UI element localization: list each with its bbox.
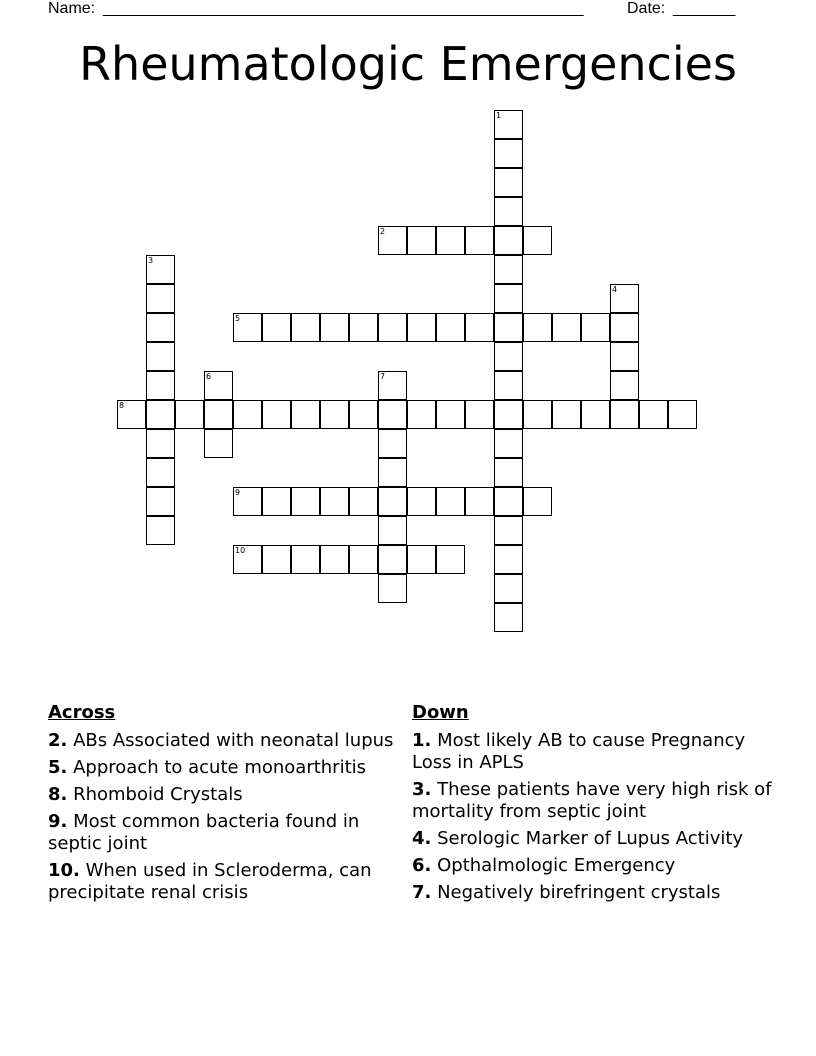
crossword-cell[interactable] bbox=[320, 313, 349, 342]
clue-item bbox=[412, 779, 772, 823]
clue-number: 9. bbox=[48, 811, 68, 832]
crossword-cell[interactable] bbox=[291, 313, 320, 342]
clue-text: Rhomboid Crystals bbox=[67, 784, 243, 805]
crossword-cell[interactable] bbox=[494, 574, 523, 603]
crossword-cell[interactable] bbox=[233, 545, 262, 574]
across-heading: Across bbox=[48, 702, 116, 723]
clue-text: Most likely AB to cause Pregnancy Loss in APLS bbox=[412, 730, 746, 773]
crossword-cell[interactable] bbox=[378, 400, 407, 429]
crossword-cell[interactable] bbox=[494, 284, 523, 313]
crossword-cell[interactable] bbox=[436, 400, 465, 429]
crossword-cell[interactable] bbox=[291, 545, 320, 574]
crossword-cell[interactable] bbox=[494, 313, 523, 342]
crossword-cell[interactable] bbox=[146, 255, 175, 284]
crossword-cell[interactable] bbox=[262, 487, 291, 516]
clue-text: These patients have very high risk of mortality from septic joint bbox=[412, 779, 772, 822]
crossword-cell[interactable] bbox=[146, 516, 175, 545]
clue-number: 8. bbox=[48, 784, 68, 805]
cell-number: 5 bbox=[235, 314, 241, 323]
cell-number: 4 bbox=[612, 285, 618, 294]
crossword-cell[interactable] bbox=[465, 400, 494, 429]
cell-number: 10 bbox=[235, 546, 246, 555]
crossword-cell[interactable] bbox=[494, 371, 523, 400]
cell-number: 6 bbox=[206, 372, 212, 381]
cell-number: 3 bbox=[148, 256, 154, 265]
crossword-cell[interactable] bbox=[523, 487, 552, 516]
crossword-cell[interactable] bbox=[146, 400, 175, 429]
clue-text: Approach to acute monoarthritis bbox=[67, 757, 367, 778]
crossword-cell[interactable] bbox=[262, 400, 291, 429]
crossword-cell[interactable] bbox=[436, 487, 465, 516]
clue-text: Opthalmologic Emergency bbox=[431, 855, 676, 876]
crossword-cell[interactable] bbox=[436, 226, 465, 255]
clue-item bbox=[412, 855, 772, 877]
crossword-cell[interactable] bbox=[494, 168, 523, 197]
crossword-cell[interactable] bbox=[581, 400, 610, 429]
crossword-cell[interactable] bbox=[494, 516, 523, 545]
crossword-cell[interactable] bbox=[378, 226, 407, 255]
crossword-cell[interactable] bbox=[610, 342, 639, 371]
cell-number: 2 bbox=[380, 227, 386, 236]
down-clues bbox=[412, 702, 772, 909]
crossword-cell[interactable] bbox=[262, 545, 291, 574]
crossword-cell[interactable] bbox=[465, 313, 494, 342]
crossword-cell[interactable] bbox=[378, 458, 407, 487]
crossword-cell[interactable] bbox=[233, 400, 262, 429]
clue-number: 5. bbox=[48, 757, 68, 778]
crossword-cell[interactable] bbox=[407, 487, 436, 516]
crossword-cell[interactable] bbox=[407, 400, 436, 429]
crossword-cell[interactable] bbox=[494, 139, 523, 168]
crossword-cell[interactable] bbox=[378, 371, 407, 400]
clue-number: 10. bbox=[48, 860, 80, 881]
clue-text: ABs Associated with neonatal lupus bbox=[67, 730, 394, 751]
crossword-cell[interactable] bbox=[610, 400, 639, 429]
crossword-cell[interactable] bbox=[494, 197, 523, 226]
clue-item bbox=[48, 784, 398, 806]
crossword-cell[interactable] bbox=[552, 313, 581, 342]
clue-item bbox=[48, 730, 398, 752]
crossword-cell[interactable] bbox=[233, 313, 262, 342]
crossword-cell[interactable] bbox=[581, 313, 610, 342]
crossword-cell[interactable] bbox=[117, 400, 146, 429]
crossword-cell[interactable] bbox=[523, 400, 552, 429]
crossword-cell[interactable] bbox=[494, 487, 523, 516]
crossword-cell[interactable] bbox=[494, 342, 523, 371]
clue-text: Most common bacteria found in septic joint bbox=[48, 811, 360, 854]
crossword-cell[interactable] bbox=[494, 545, 523, 574]
date-label: Date: bbox=[627, 0, 666, 17]
crossword-cell[interactable] bbox=[494, 400, 523, 429]
crossword-cell[interactable] bbox=[146, 487, 175, 516]
crossword-cell[interactable] bbox=[465, 487, 494, 516]
crossword-cell[interactable] bbox=[320, 545, 349, 574]
crossword-cell[interactable] bbox=[407, 313, 436, 342]
crossword-cell[interactable] bbox=[552, 400, 581, 429]
down-heading: Down bbox=[412, 702, 469, 723]
crossword-cell[interactable] bbox=[262, 313, 291, 342]
crossword-cell[interactable] bbox=[233, 487, 262, 516]
crossword-cell[interactable] bbox=[349, 545, 378, 574]
clue-item bbox=[48, 757, 398, 779]
crossword-cell[interactable] bbox=[523, 226, 552, 255]
clue-item bbox=[412, 730, 772, 774]
crossword-cell[interactable] bbox=[610, 313, 639, 342]
crossword-cell[interactable] bbox=[668, 400, 697, 429]
crossword-cell[interactable] bbox=[494, 458, 523, 487]
crossword-cell[interactable] bbox=[349, 487, 378, 516]
crossword-cell[interactable] bbox=[494, 429, 523, 458]
crossword-cell[interactable] bbox=[378, 429, 407, 458]
crossword-cell[interactable] bbox=[639, 400, 668, 429]
crossword-cell[interactable] bbox=[204, 429, 233, 458]
crossword-cell[interactable] bbox=[378, 487, 407, 516]
clue-number: 4. bbox=[412, 828, 432, 849]
cell-number: 9 bbox=[235, 488, 241, 497]
crossword-cell[interactable] bbox=[610, 371, 639, 400]
crossword-cell[interactable] bbox=[146, 458, 175, 487]
crossword-cell[interactable] bbox=[146, 342, 175, 371]
crossword-cell[interactable] bbox=[465, 226, 494, 255]
date-line[interactable]: _______ bbox=[673, 0, 736, 17]
clue-number: 7. bbox=[412, 882, 432, 903]
down-clue-list bbox=[412, 730, 772, 904]
crossword-cell[interactable] bbox=[291, 400, 320, 429]
across-clues bbox=[48, 702, 398, 909]
name-line[interactable]: ______________________________________________________ bbox=[103, 0, 584, 17]
crossword-cell[interactable] bbox=[407, 226, 436, 255]
cell-number: 7 bbox=[380, 372, 386, 381]
crossword-cell[interactable] bbox=[378, 545, 407, 574]
crossword-cell[interactable] bbox=[494, 255, 523, 284]
crossword-cell[interactable] bbox=[320, 487, 349, 516]
crossword-cell[interactable] bbox=[436, 313, 465, 342]
name-label: Name: bbox=[48, 0, 96, 17]
page-title: Rheumatologic Emergencies bbox=[79, 37, 737, 91]
crossword-cell[interactable] bbox=[349, 400, 378, 429]
clue-number: 3. bbox=[412, 779, 432, 800]
crossword-cell[interactable] bbox=[378, 313, 407, 342]
cell-number: 1 bbox=[496, 111, 502, 120]
clue-number: 2. bbox=[48, 730, 68, 751]
clue-item bbox=[412, 882, 772, 904]
crossword-cell[interactable] bbox=[378, 516, 407, 545]
crossword-cell[interactable] bbox=[407, 545, 436, 574]
crossword-cell[interactable] bbox=[146, 313, 175, 342]
crossword-cell[interactable] bbox=[204, 371, 233, 400]
clue-text: Negatively birefringent crystals bbox=[431, 882, 721, 903]
crossword-cell[interactable] bbox=[146, 371, 175, 400]
cell-number: 8 bbox=[119, 401, 125, 410]
clue-item bbox=[412, 828, 772, 850]
crossword-cell[interactable] bbox=[494, 110, 523, 139]
crossword-cell[interactable] bbox=[320, 400, 349, 429]
crossword-cell[interactable] bbox=[610, 284, 639, 313]
clue-item bbox=[48, 860, 398, 904]
clue-text: When used in Scleroderma, can precipitate renal crisis bbox=[48, 860, 372, 903]
crossword-cell[interactable] bbox=[494, 226, 523, 255]
crossword-cell[interactable] bbox=[146, 284, 175, 313]
clue-number: 1. bbox=[412, 730, 432, 751]
crossword-cell[interactable] bbox=[349, 313, 378, 342]
crossword-cell[interactable] bbox=[291, 487, 320, 516]
crossword-cell[interactable] bbox=[204, 400, 233, 429]
crossword-cell[interactable] bbox=[494, 603, 523, 632]
crossword-cell[interactable] bbox=[378, 574, 407, 603]
across-clue-list bbox=[48, 730, 398, 904]
crossword-cell[interactable] bbox=[175, 400, 204, 429]
crossword-cell[interactable] bbox=[523, 313, 552, 342]
clue-number: 6. bbox=[412, 855, 432, 876]
clue-text: Serologic Marker of Lupus Activity bbox=[431, 828, 744, 849]
crossword-cell[interactable] bbox=[436, 545, 465, 574]
crossword-cell[interactable] bbox=[146, 429, 175, 458]
clue-item bbox=[48, 811, 398, 855]
